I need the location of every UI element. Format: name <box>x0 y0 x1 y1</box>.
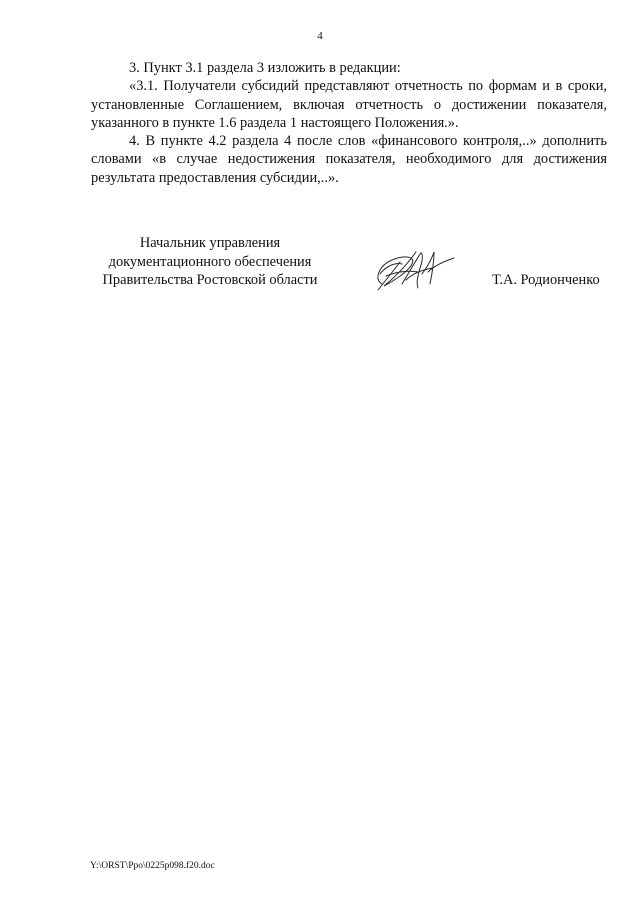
position-line: документационного обеспечения <box>108 253 312 270</box>
position-line: Правительства Ростовской области <box>102 272 318 288</box>
paragraph-item-3-1-text: «3.1. Получатели субсидий представляют отчетность по формам и в сроки, установленные Соглашением, включая отчетность о достижении показателя, указанного в пункте 1.6 раздела 1 настоящего Положения.». <box>91 78 607 131</box>
paragraph-item-4: 4. В пункте 4.2 раздела 4 после слов «финансового контроля,..» дополнить словами «в случае недостижения показателя, необходимого для достижения результата предоставления субсидии,..». <box>91 133 607 186</box>
handwritten-signature-icon <box>372 244 460 292</box>
page-number: 4 <box>317 30 323 42</box>
signer-position <box>90 234 330 290</box>
position-line: Начальник управления <box>139 235 281 251</box>
document-body <box>91 59 607 187</box>
paragraph-item-3: 3. Пункт 3.1 раздела 3 изложить в редакции: <box>129 60 401 76</box>
file-path: Y:\ORST\Ppo\0225p098.f20.doc <box>90 861 215 871</box>
signer-name: Т.А. Родионченко <box>492 272 600 288</box>
signature-block <box>0 234 640 294</box>
